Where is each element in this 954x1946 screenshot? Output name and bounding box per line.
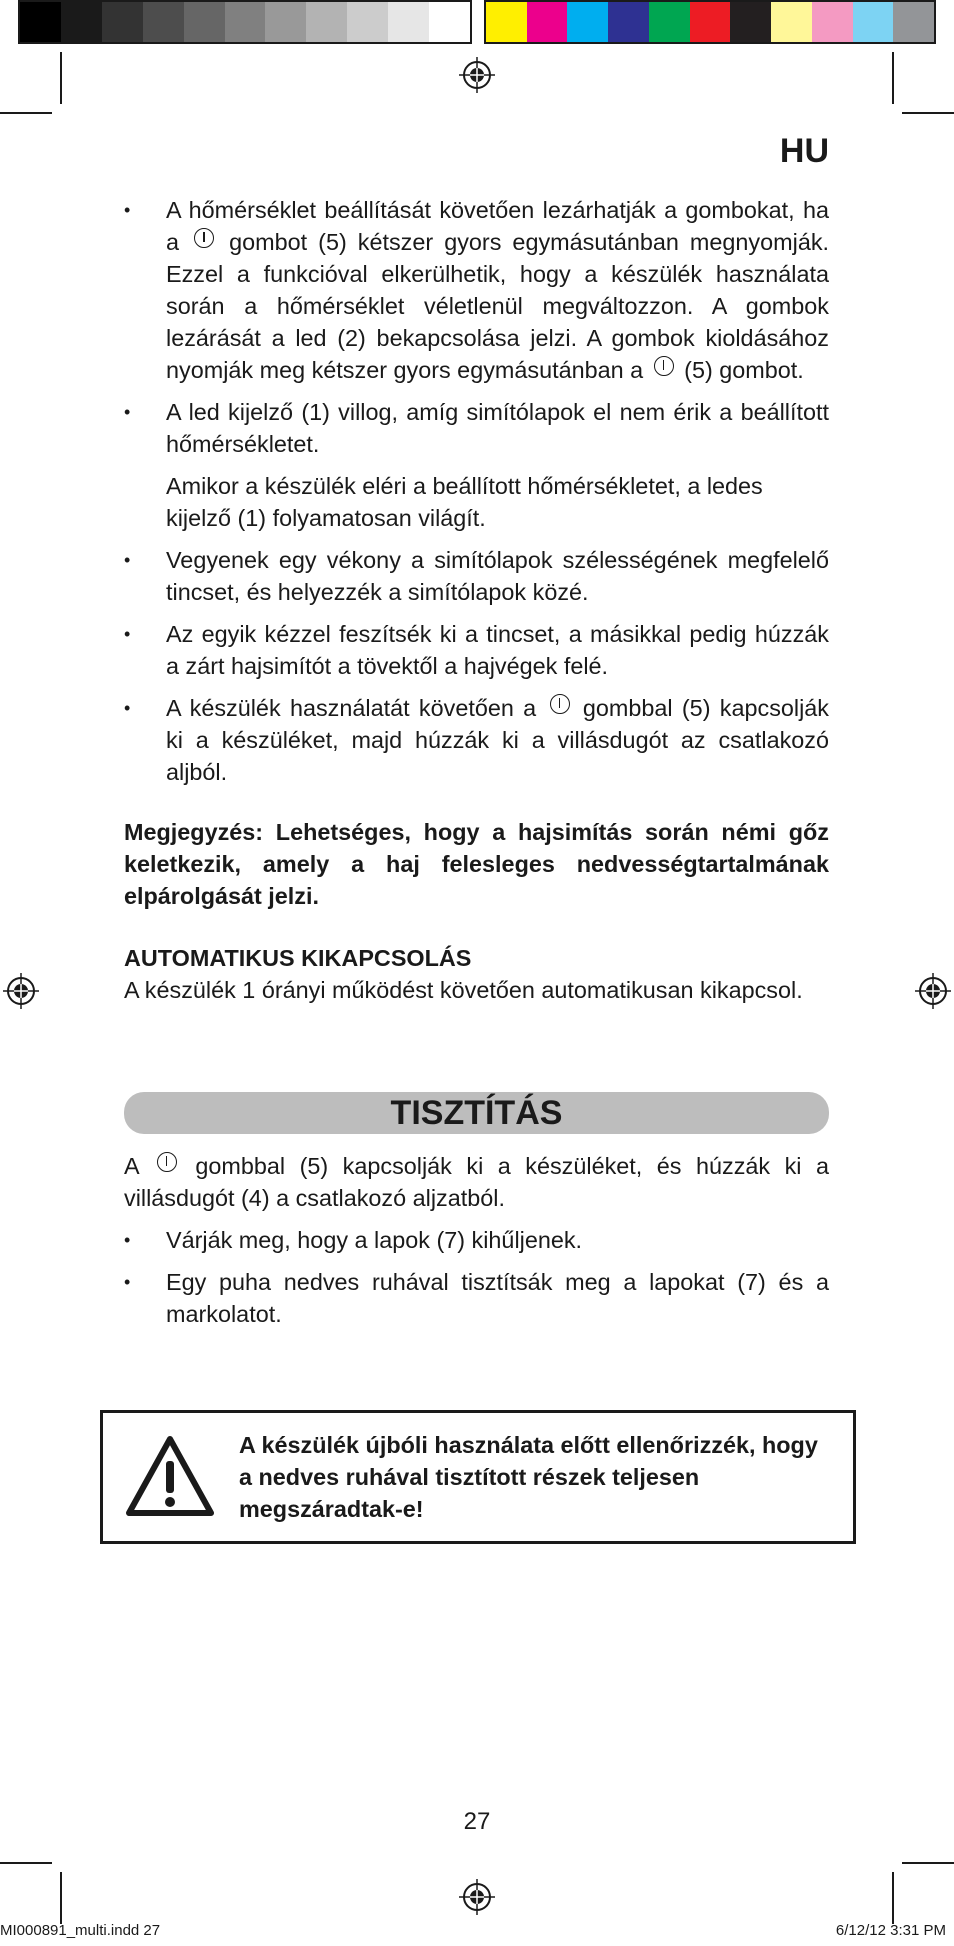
warning-triangle-icon: [123, 1433, 217, 1521]
cleaning-intro: [124, 1150, 829, 1214]
crop-mark: [892, 52, 894, 104]
color-swatch: [730, 2, 771, 42]
date-slug: 6/12/12 3:31 PM: [835, 1922, 946, 1939]
color-calibration-bar: [18, 0, 472, 44]
color-swatch: [143, 2, 184, 42]
color-swatch: [61, 2, 102, 42]
auto-off-heading: AUTOMATIKUS KIKAPCSOLÁS: [124, 945, 472, 971]
list-item: • Az egyik kézzel feszítsék ki a tincset, a másikkal pedig húzzák a zárt hajsimítót a tövektől a hajvégek felé.: [124, 618, 829, 682]
list-item: • Vegyenek egy vékony a simítólapok szélességének megfelelő tincset, és helyezzék a simítólapok közé.: [124, 544, 829, 608]
crop-mark: [902, 112, 954, 114]
file-slug: MI000891_multi.indd 27: [0, 1922, 161, 1939]
cleaning-intro-text: A: [124, 1153, 139, 1179]
crop-mark: [892, 1872, 894, 1924]
color-swatch: [690, 2, 731, 42]
color-swatch: [184, 2, 225, 42]
crop-mark: [902, 1862, 954, 1864]
power-icon: [550, 694, 570, 714]
color-swatch: [225, 2, 266, 42]
color-swatch: [527, 2, 568, 42]
auto-off-text: A készülék 1 órányi működést követően automatikusan kikapcsol.: [124, 977, 803, 1003]
cleaning-intro-text: gombbal (5) kapcsolják ki a készüléket, és húzzák ki a villásdugót (4) a csatlakozó aljzatból.: [124, 1153, 830, 1211]
power-icon: [157, 1152, 177, 1172]
registration-mark-icon: [914, 972, 952, 1010]
color-swatch: [102, 2, 143, 42]
registration-mark-icon: [458, 1878, 496, 1916]
page-content: [124, 194, 829, 1340]
power-icon: [654, 356, 674, 376]
warning-box: [100, 1410, 856, 1544]
crop-mark: [60, 1872, 62, 1924]
color-swatch: [649, 2, 690, 42]
language-code: HU: [779, 132, 829, 170]
list-item: • Egy puha nedves ruhával tisztítsák meg a lapokat (7) és a markolatot.: [124, 1266, 829, 1330]
list-item: [124, 194, 829, 386]
list-item: [124, 692, 829, 788]
registration-mark-icon: [2, 972, 40, 1010]
color-swatch: [388, 2, 429, 42]
color-swatch: [486, 2, 527, 42]
list-item-continuation: Amikor a készülék eléri a beállított hőmérsékletet, a ledes kijelző (1) folyamatosan világít.: [166, 473, 763, 531]
color-calibration-bar-colors: [484, 0, 936, 44]
color-swatch: [771, 2, 812, 42]
color-swatch: [608, 2, 649, 42]
list-item-text: A készülék használatát követően a: [166, 695, 537, 721]
list-item-text: (5) gombot.: [684, 357, 804, 383]
crop-mark: [60, 52, 62, 104]
registration-mark-icon: [458, 56, 496, 94]
list-item: • Várják meg, hogy a lapok (7) kihűljenek.: [124, 1224, 829, 1256]
list-item: • A led kijelző (1) villog, amíg simítólapok el nem érik a beállított hőmérsékletet.: [124, 396, 829, 460]
color-swatch: [893, 2, 934, 42]
color-swatch: [567, 2, 608, 42]
color-swatch: [812, 2, 853, 42]
color-swatch: [306, 2, 347, 42]
power-icon: [194, 228, 214, 248]
color-swatch: [20, 2, 61, 42]
color-swatch: [265, 2, 306, 42]
note-paragraph: Megjegyzés: Lehetséges, hogy a hajsimítás során némi gőz keletkezik, amely a haj felesleges nedvességtartalmának elpárolgását jelzi.: [124, 819, 829, 909]
list-item-text: gombbal (5) kapcsolják ki a készüléket, majd húzzák ki a villásdugót az csatlakozó aljból.: [166, 695, 830, 785]
page-number: 27: [463, 1808, 491, 1835]
list-item-text: A hőmérséklet beállítását követően lezárhatják a gombokat, ha a: [166, 197, 829, 255]
crop-mark: [0, 1862, 52, 1864]
color-swatch: [429, 2, 470, 42]
warning-text: A készülék újbóli használata előtt ellenőrizzék, hogy a nedves ruhával tisztított részek teljesen megszáradtak-e!: [239, 1432, 818, 1522]
crop-mark: [0, 112, 52, 114]
color-swatch: [853, 2, 894, 42]
color-swatch: [347, 2, 388, 42]
section-title-cleaning: TISZTÍTÁS: [124, 1092, 829, 1134]
list-item-text: gombot (5) kétszer gyors egymásutánban megnyomják. Ezzel a funkcióval elkerülhetik, hogy a készülék használata során a hőmérséklet véletlenül megváltozzon. A gombok lezárását a led (2) bekapcsolása jelzi. A gombok kioldásához nyomják meg kétszer gyors egymásutánban a: [166, 229, 830, 383]
